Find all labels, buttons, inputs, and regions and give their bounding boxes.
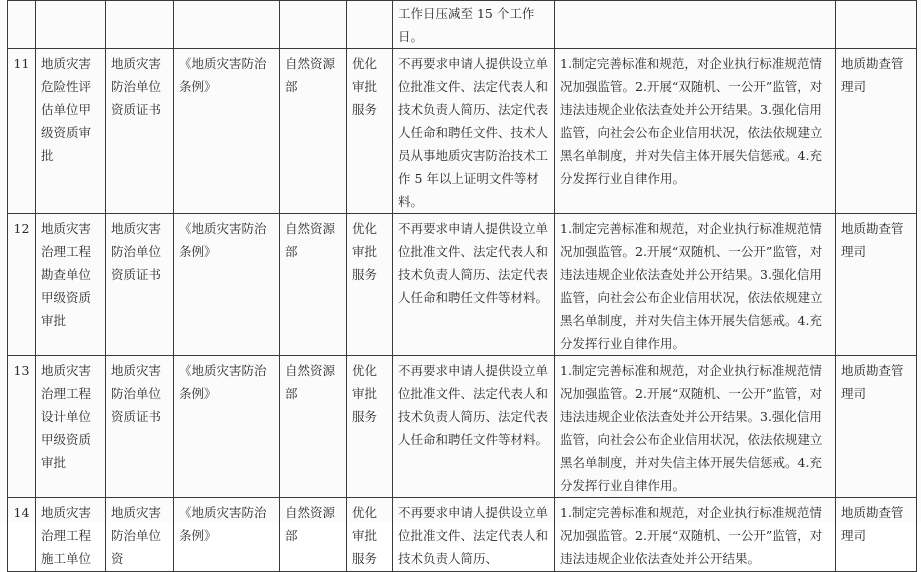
cell-measure <box>393 1 555 49</box>
supervision-measure: 1.制定完善标准和规范，对企业执行标准规范情况加强监管。2.开展“双随机、一公开”监管，对违法违规企业依法查处并公开结果。 <box>560 505 823 566</box>
legal-basis: 《地质灾害防治条例》 <box>179 221 267 259</box>
table-row <box>8 214 917 356</box>
cell-empty <box>106 1 174 49</box>
cell-basis <box>174 498 280 572</box>
table-row <box>8 498 917 572</box>
supervision-measure: 1.制定完善标准和规范，对企业执行标准规范情况加强监管。2.开展“双随机、一公开”监管，对违法违规企业依法查处并公开结果。3.强化信用监管，向社会公布企业信用状况，依法依规建立黑名单制度，并对失信主体开展失信惩戒。4.充分发挥行业自律作用。 <box>560 56 823 186</box>
reform-measure: 不再要求申请人提供设立单位批准文件、法定代表人和技术负责人简历、法定代表人任命和聘任文件等材料。 <box>398 363 549 447</box>
row-number: 14 <box>13 505 30 520</box>
cell-dept <box>836 356 917 498</box>
cell-basis <box>174 214 280 356</box>
responsible-dept: 地质勘查管理司 <box>841 56 904 94</box>
cell-certificate <box>106 214 174 356</box>
approval-authority: 自然资源部 <box>285 221 336 259</box>
row-number: 13 <box>13 363 30 378</box>
cell-number <box>8 498 36 572</box>
certificate-name: 地质灾害防治单位资质证书 <box>111 221 162 282</box>
cell-certificate <box>106 498 174 572</box>
cell-dept <box>836 498 917 572</box>
approval-authority: 自然资源部 <box>285 363 336 401</box>
cell-item <box>36 49 106 214</box>
cell-certificate <box>106 356 174 498</box>
item-name: 地质灾害治理工程勘查单位甲级资质审批 <box>41 221 92 328</box>
cell-basis <box>174 356 280 498</box>
table-row <box>8 356 917 498</box>
responsible-dept: 地质勘查管理司 <box>841 363 904 401</box>
cell-method <box>347 214 393 356</box>
cell-supervision <box>555 356 836 498</box>
table-row <box>8 49 917 214</box>
cell-empty <box>8 1 36 49</box>
reform-method: 优化审批服务 <box>352 363 378 424</box>
legal-basis: 《地质灾害防治条例》 <box>179 56 267 94</box>
cell-dept <box>836 214 917 356</box>
cell-empty <box>836 1 917 49</box>
certificate-name: 地质灾害防治单位资质证书 <box>111 56 162 117</box>
row-number: 12 <box>13 221 30 236</box>
approval-authority: 自然资源部 <box>285 505 336 543</box>
reform-items-table <box>7 0 917 572</box>
cell-empty <box>347 1 393 49</box>
reform-measure: 不再要求申请人提供设立单位批准文件、法定代表人和技术负责人简历、法定代表人任命和聘任文件等材料。 <box>398 221 549 305</box>
reform-method: 优化审批服务 <box>352 56 378 117</box>
measure-text: 工作日压减至 15 个工作日。 <box>398 6 535 44</box>
cell-number <box>8 356 36 498</box>
reform-method: 优化审批服务 <box>352 505 378 566</box>
cell-measure <box>393 214 555 356</box>
item-name: 地质灾害治理工程施工单位 <box>41 505 92 566</box>
cell-basis <box>174 49 280 214</box>
cell-method <box>347 49 393 214</box>
cell-measure <box>393 356 555 498</box>
cell-supervision <box>555 49 836 214</box>
approval-authority: 自然资源部 <box>285 56 336 94</box>
certificate-name: 地质灾害防治单位资 <box>111 505 162 566</box>
certificate-name: 地质灾害防治单位资质证书 <box>111 363 162 424</box>
reform-method: 优化审批服务 <box>352 221 378 282</box>
cell-authority <box>280 498 347 572</box>
cell-supervision <box>555 498 836 572</box>
cell-empty <box>174 1 280 49</box>
row-number: 11 <box>13 56 30 71</box>
table-row-continuation <box>8 1 917 49</box>
cell-authority <box>280 214 347 356</box>
supervision-measure: 1.制定完善标准和规范，对企业执行标准规范情况加强监管。2.开展“双随机、一公开”监管，对违法违规企业依法查处并公开结果。3.强化信用监管，向社会公布企业信用状况，依法依规建立黑名单制度，并对失信主体开展失信惩戒。4.充分发挥行业自律作用。 <box>560 363 823 493</box>
cell-supervision <box>555 214 836 356</box>
reform-measure: 不再要求申请人提供设立单位批准文件、法定代表人和技术负责人简历、法定代表人任命和聘任文件、技术人员从事地质灾害防治技术工作 5 年以上证明文件等材料。 <box>398 56 549 209</box>
cell-measure <box>393 49 555 214</box>
cell-item <box>36 356 106 498</box>
legal-basis: 《地质灾害防治条例》 <box>179 505 267 543</box>
cell-empty <box>280 1 347 49</box>
cell-authority <box>280 49 347 214</box>
cell-item <box>36 214 106 356</box>
cell-authority <box>280 356 347 498</box>
cell-method <box>347 498 393 572</box>
item-name: 地质灾害治理工程设计单位甲级资质审批 <box>41 363 92 470</box>
responsible-dept: 地质勘查管理司 <box>841 221 904 259</box>
cell-certificate <box>106 49 174 214</box>
cell-number <box>8 214 36 356</box>
reform-measure: 不再要求申请人提供设立单位批准文件、法定代表人和技术负责人简历、 <box>398 505 549 566</box>
cell-method <box>347 356 393 498</box>
cell-item <box>36 498 106 572</box>
responsible-dept: 地质勘查管理司 <box>841 505 904 543</box>
cell-measure <box>393 498 555 572</box>
cell-empty <box>555 1 836 49</box>
cell-number <box>8 49 36 214</box>
item-name: 地质灾害危险性评估单位甲级资质审批 <box>41 56 92 163</box>
cell-dept <box>836 49 917 214</box>
supervision-measure: 1.制定完善标准和规范，对企业执行标准规范情况加强监管。2.开展“双随机、一公开”监管，对违法违规企业依法查处并公开结果。3.强化信用监管，向社会公布企业信用状况，依法依规建立黑名单制度，并对失信主体开展失信惩戒。4.充分发挥行业自律作用。 <box>560 221 823 351</box>
legal-basis: 《地质灾害防治条例》 <box>179 363 267 401</box>
cell-empty <box>36 1 106 49</box>
